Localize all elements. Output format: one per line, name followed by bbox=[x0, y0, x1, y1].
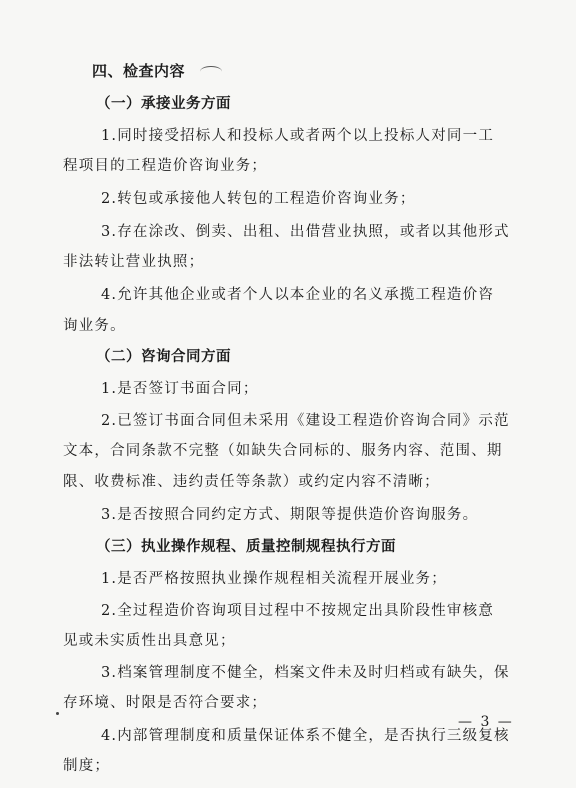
subheading-contract: （二）咨询合同方面 bbox=[96, 349, 231, 365]
paragraph-line: 询业务。 bbox=[63, 318, 126, 334]
page-number: — 3 — bbox=[458, 714, 514, 730]
section-title: 四、检查内容 bbox=[92, 62, 186, 80]
paragraph-line: 2.全过程造价咨询项目过程中不按规定出具阶段性审核意 bbox=[101, 603, 495, 619]
paragraph-line: 4.允许其他企业或者个人以本企业的名义承揽工程造价咨 bbox=[101, 287, 495, 303]
paragraph-line: 4.内部管理制度和质量保证体系不健全，是否执行三级复核 bbox=[101, 728, 510, 744]
paragraph-line: 1.是否严格按照执业操作规程相关流程开展业务； bbox=[101, 571, 447, 587]
paragraph-line: 1.同时接受招标人和投标人或者两个以上投标人对同一工 bbox=[101, 128, 495, 144]
subheading-practice: （三）执业操作规程、质量控制规程执行方面 bbox=[96, 539, 396, 555]
paragraph-line: 存环境、时限是否符合要求； bbox=[63, 695, 268, 711]
paragraph-line: 非法转让营业执照； bbox=[63, 254, 205, 270]
paragraph-line: 限、收费标准、违约责任等条款）或约定内容不清晰； bbox=[63, 474, 440, 490]
paragraph-line: 制度； bbox=[63, 758, 111, 774]
pen-mark bbox=[200, 66, 222, 77]
paragraph-line: 3.是否按照合同约定方式、期限等提供造价咨询服务。 bbox=[101, 507, 479, 523]
paragraph-line: 程项目的工程造价咨询业务； bbox=[63, 158, 268, 174]
paragraph-line: 1.是否签订书面合同； bbox=[101, 381, 259, 397]
paragraph-line: 2.已签订书面合同但未采用《建设工程造价咨询合同》示范 bbox=[101, 413, 510, 429]
paragraph-line: 2.转包或承接他人转包的工程造价咨询业务； bbox=[101, 191, 416, 207]
paragraph-line: 3.档案管理制度不健全，档案文件未及时归档或有缺失，保 bbox=[101, 665, 510, 681]
scan-speck bbox=[56, 712, 59, 715]
paragraph-line: 3.存在涂改、倒卖、出租、出借营业执照，或者以其他形式 bbox=[101, 224, 510, 240]
subheading-business: （一）承接业务方面 bbox=[96, 96, 231, 112]
paragraph-line: 文本，合同条款不完整（如缺失合同标的、服务内容、范围、期 bbox=[63, 443, 503, 459]
paragraph-line: 见或未实质性出具意见； bbox=[63, 633, 236, 649]
